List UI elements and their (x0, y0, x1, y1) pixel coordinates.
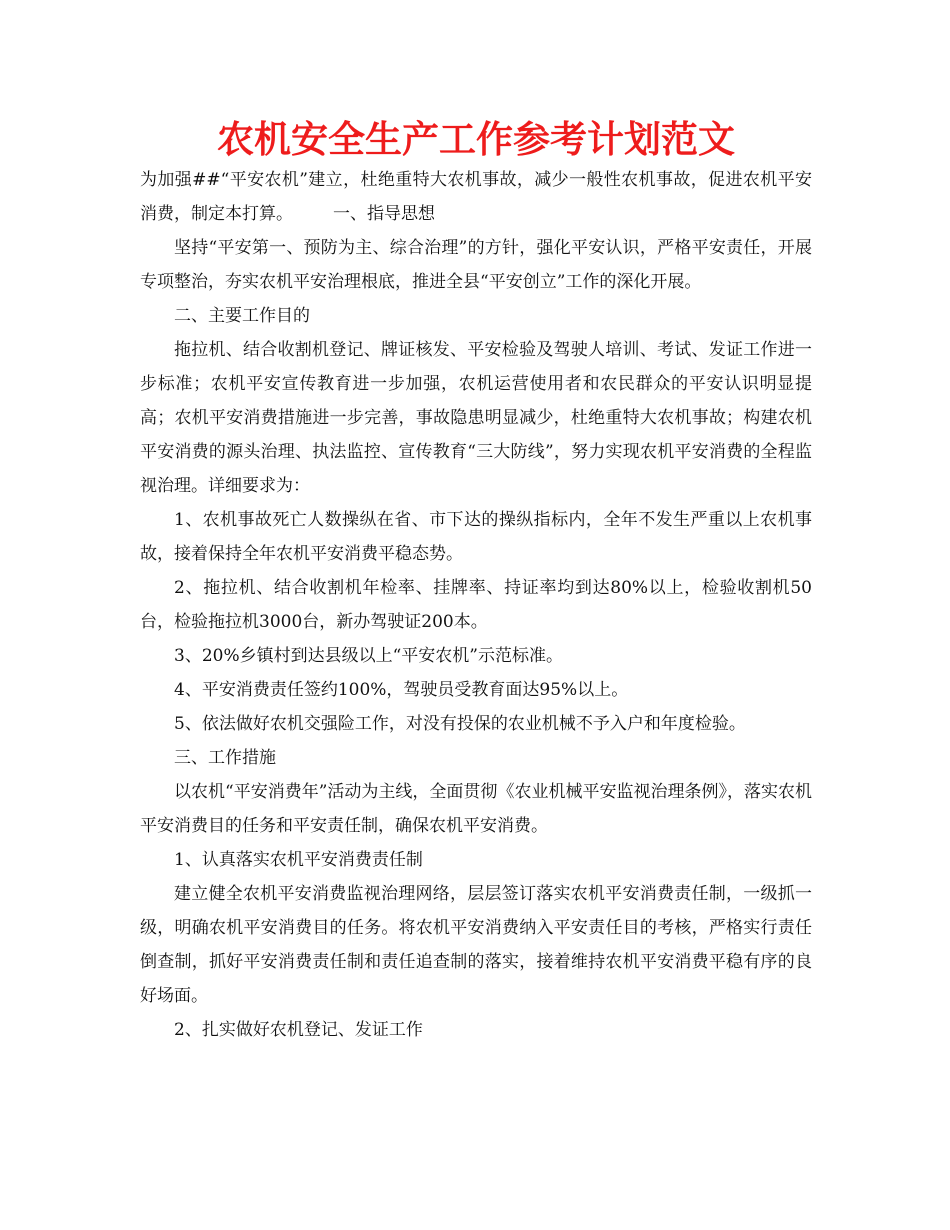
document-title: 农机安全生产工作参考计划范文 (217, 118, 735, 161)
goal-item-1: 1、农机事故死亡人数操纵在省、市下达的操纵指标内，全年不发生严重以上农机事故，接着保持全年农机平安消费平稳态势。 (140, 510, 812, 564)
goal-item-2: 2、拖拉机、结合收割机年检率、挂牌率、持证率均到达80%以上，检验收割机50台，检验拖拉机3000台，新办驾驶证200本。 (140, 578, 812, 632)
paragraph-responsibility-system: 建立健全农机平安消费监视治理网络，层层签订落实农机平安消费责任制，一级抓一级，明确农机平安消费目的任务。将农机平安消费纳入平安责任目的考核，严格实行责任倒查制，抓好平安消费责任制和责任追查制的落实，接着维持农机平安消费平稳有序的良好场面。 (140, 884, 812, 1006)
goal-item-4: 4、平安消费责任签约100%，驾驶员受教育面达95%以上。 (174, 680, 629, 700)
section-heading-main-goals: 二、主要工作目的 (174, 306, 310, 326)
intro-paragraph (140, 163, 812, 231)
document-body (140, 163, 812, 1047)
intro-text: 为加强##“平安农机”建立，杜绝重特大农机事故，减少一般性农机事故，促进农机平安消费，制定本打算。 (140, 170, 812, 224)
section-heading-work-measures: 三、工作措施 (174, 748, 276, 768)
subheading-registration-certification: 2、扎实做好农机登记、发证工作 (174, 1020, 423, 1040)
paragraph-work-measures: 以农机“平安消费年”活动为主线，全面贯彻《农业机械平安监视治理条例》，落实农机平安消费目的任务和平安责任制，确保农机平安消费。 (140, 782, 812, 836)
subheading-responsibility-system: 1、认真落实农机平安消费责任制 (174, 850, 423, 870)
paragraph-main-goals: 拖拉机、结合收割机登记、牌证核发、平安检验及驾驶人培训、考试、发证工作进一步标准；农机平安宣传教育进一步加强，农机运营使用者和农民群众的平安认识明显提高；农机平安消费措施进一步完善，事故隐患明显减少，杜绝重特大农机事故；构建农机平安消费的源头治理、执法监控、宣传教育“三大防线”，努力实现农机平安消费的全程监视治理。详细要求为： (140, 340, 812, 496)
goal-item-5: 5、依法做好农机交强险工作，对没有投保的农业机械不予入户和年度检验。 (174, 714, 746, 734)
section-heading-guiding-ideology: 一、指导思想 (333, 204, 435, 224)
goal-item-3: 3、20%乡镇村到达县级以上“平安农机”示范标准。 (174, 646, 563, 666)
paragraph-guiding-ideology: 坚持“平安第一、预防为主、综合治理”的方针，强化平安认识，严格平安责任，开展专项整治，夯实农机平安治理根底，推进全县“平安创立”工作的深化开展。 (140, 238, 812, 292)
